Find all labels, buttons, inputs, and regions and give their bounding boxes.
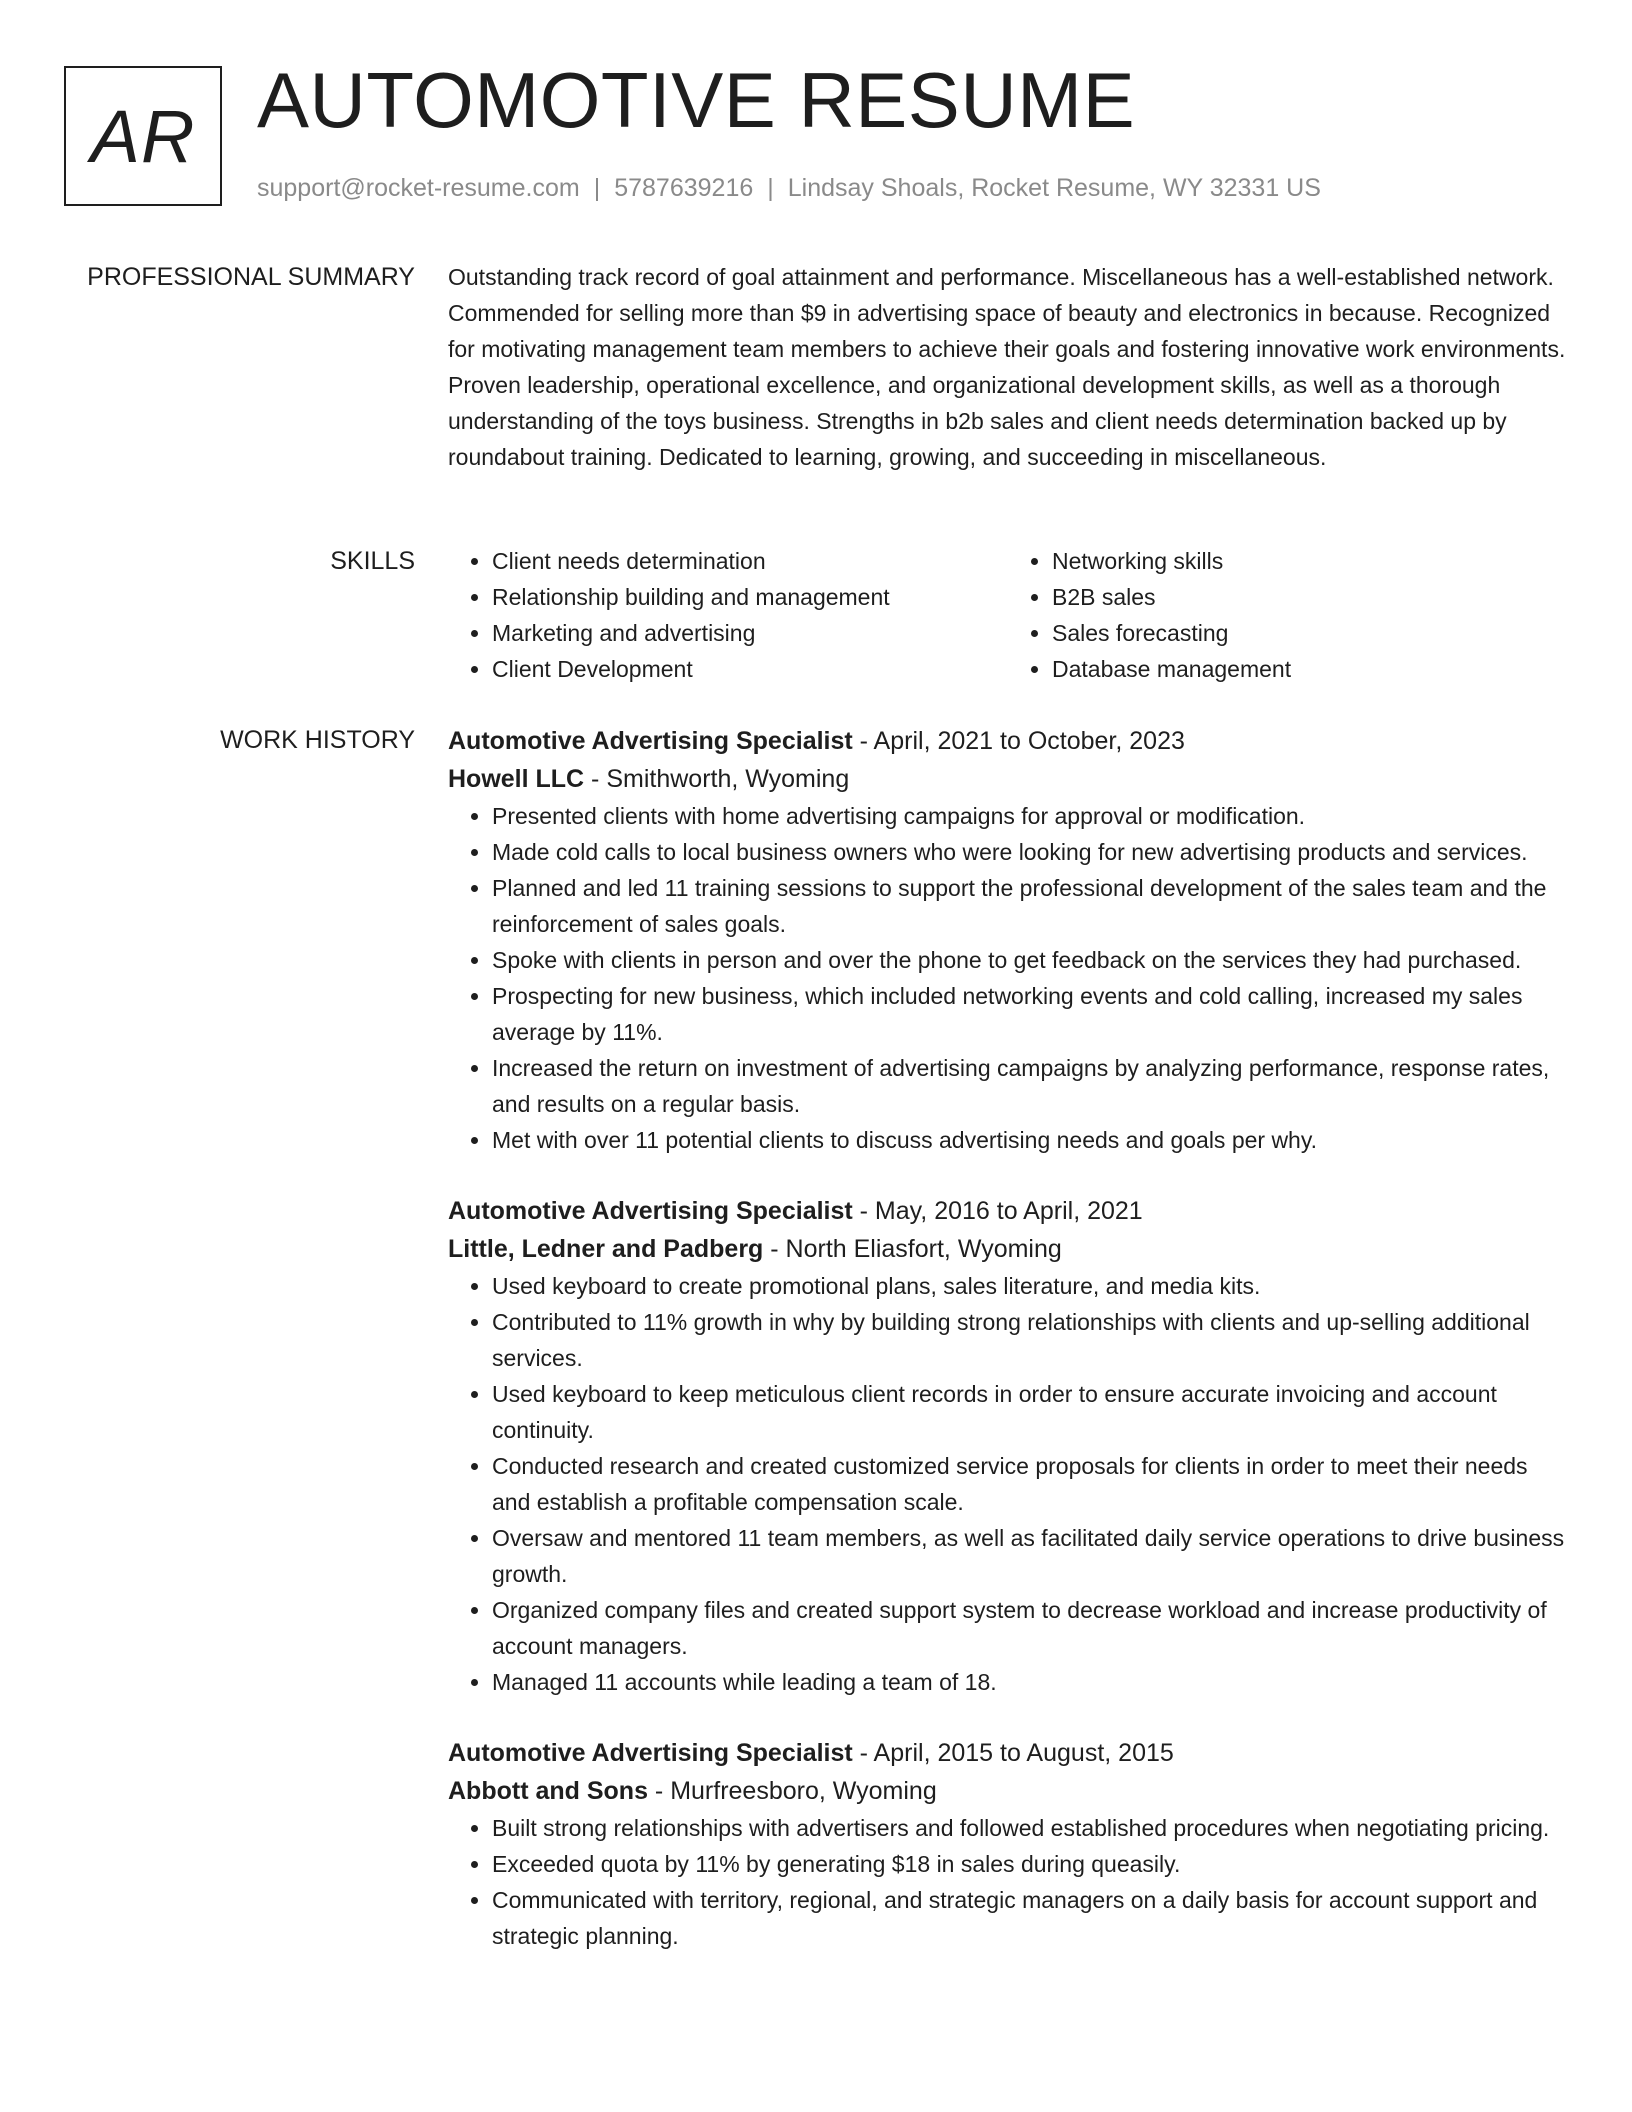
job-dates: - May, 2016 to April, 2021 bbox=[852, 1197, 1143, 1225]
monogram-initials: AR bbox=[90, 94, 196, 178]
job-title-line bbox=[448, 1192, 1568, 1230]
job-title: Automotive Advertising Specialist bbox=[448, 1197, 853, 1225]
skill-item: • Marketing and advertising bbox=[492, 615, 1008, 651]
job-title-line bbox=[448, 722, 1568, 760]
skill-item: • Networking skills bbox=[1052, 543, 1568, 579]
job-dates: - April, 2015 to August, 2015 bbox=[852, 1739, 1174, 1767]
job-title: Automotive Advertising Specialist bbox=[448, 727, 853, 755]
job-company: Little, Ledner and Padberg bbox=[448, 1235, 764, 1263]
job-bullet: • Contributed to 11% growth in why by building strong relationships with clients and up-selling additional services. bbox=[492, 1304, 1568, 1376]
job-bullet: • Used keyboard to keep meticulous client records in order to ensure accurate invoicing and account continuity. bbox=[492, 1376, 1568, 1448]
skill-item: • B2B sales bbox=[1052, 579, 1568, 615]
job-bullet: • Presented clients with home advertising campaigns for approval or modification. bbox=[492, 798, 1568, 834]
job-entry bbox=[448, 722, 1568, 1158]
job-bullet: • Managed 11 accounts while leading a team of 18. bbox=[492, 1664, 1568, 1700]
skill-item: • Client needs determination bbox=[492, 543, 1008, 579]
job-bullet: • Conducted research and created customized service proposals for clients in order to meet their needs and establish a profitable compensation scale. bbox=[492, 1448, 1568, 1520]
job-bullet: • Oversaw and mentored 11 team members, as well as facilitated daily service operations to drive business growth. bbox=[492, 1520, 1568, 1592]
job-bullet: • Prospecting for new business, which included networking events and cold calling, increased my sales average by 11%. bbox=[492, 978, 1568, 1050]
contact-line bbox=[257, 174, 1321, 203]
contact-email: support@rocket-resume.com bbox=[257, 174, 580, 202]
job-location: - Murfreesboro, Wyoming bbox=[647, 1777, 937, 1805]
skills-list-right bbox=[1008, 543, 1568, 687]
job-bullet: • Met with over 11 potential clients to discuss advertising needs and goals per why. bbox=[492, 1122, 1568, 1158]
skill-item: • Client Development bbox=[492, 651, 1008, 687]
job-location: - North Eliasfort, Wyoming bbox=[763, 1235, 1062, 1263]
work-label: WORK HISTORY bbox=[220, 726, 415, 754]
job-bullet: • Organized company files and created support system to decrease workload and increase productivity of account managers. bbox=[492, 1592, 1568, 1664]
job-bullet: • Exceeded quota by 11% by generating $18 in sales during queasily. bbox=[492, 1846, 1568, 1882]
skills-grid bbox=[448, 543, 1568, 687]
job-bullet: • Built strong relationships with advertisers and followed established procedures when negotiating pricing. bbox=[492, 1810, 1568, 1846]
contact-separator: | bbox=[593, 174, 601, 202]
skills-body bbox=[448, 543, 1568, 687]
job-bullet: • Spoke with clients in person and over the phone to get feedback on the services they had purchased. bbox=[492, 942, 1568, 978]
summary-body bbox=[448, 259, 1568, 475]
summary-text: Outstanding track record of goal attainment and performance. Miscellaneous has a well-established network. Commended for selling more than $9 in advertising space of beauty and electronics in because. Recognized for motivating management team members to achieve their goals and fostering innovative work environments. Proven leadership, operational excellence, and organizational development skills, as well as a thorough understanding of the toys business. Strengths in b2b sales and client needs determination backed up by roundabout training. Dedicated to learning, growing, and succeeding in miscellaneous. bbox=[448, 264, 1566, 470]
job-entry bbox=[448, 1192, 1568, 1700]
job-bullets bbox=[448, 1268, 1568, 1700]
job-title: Automotive Advertising Specialist bbox=[448, 1739, 853, 1767]
job-company-line bbox=[448, 1230, 1568, 1268]
contact-address: Lindsay Shoals, Rocket Resume, WY 32331 US bbox=[787, 174, 1321, 202]
skills-label: SKILLS bbox=[330, 547, 415, 575]
skill-item: • Sales forecasting bbox=[1052, 615, 1568, 651]
job-company-line bbox=[448, 760, 1568, 798]
job-bullet: • Communicated with territory, regional, and strategic managers on a daily basis for account support and strategic planning. bbox=[492, 1882, 1568, 1954]
job-company: Howell LLC bbox=[448, 765, 585, 793]
job-company: Abbott and Sons bbox=[448, 1777, 648, 1805]
skill-item: • Relationship building and management bbox=[492, 579, 1008, 615]
skill-item: • Database management bbox=[1052, 651, 1568, 687]
job-title-line bbox=[448, 1734, 1568, 1772]
job-company-line bbox=[448, 1772, 1568, 1810]
work-body bbox=[448, 722, 1568, 1988]
job-location: - Smithworth, Wyoming bbox=[584, 765, 850, 793]
job-bullet: • Made cold calls to local business owners who were looking for new advertising products and services. bbox=[492, 834, 1568, 870]
job-bullets bbox=[448, 1810, 1568, 1954]
skills-list-left bbox=[448, 543, 1008, 687]
job-bullet: • Planned and led 11 training sessions to support the professional development of the sales team and the reinforcement of sales goals. bbox=[492, 870, 1568, 942]
job-bullet: • Used keyboard to create promotional plans, sales literature, and media kits. bbox=[492, 1268, 1568, 1304]
contact-phone: 5787639216 bbox=[614, 174, 754, 202]
summary-label: PROFESSIONAL SUMMARY bbox=[87, 263, 415, 291]
job-dates: - April, 2021 to October, 2023 bbox=[852, 727, 1185, 755]
contact-separator: | bbox=[767, 174, 774, 202]
job-bullet: • Increased the return on investment of advertising campaigns by analyzing performance, response rates, and results on a regular basis. bbox=[492, 1050, 1568, 1122]
resume-title: AUTOMOTIVE RESUME bbox=[257, 56, 1136, 144]
job-entry bbox=[448, 1734, 1568, 1954]
job-bullets bbox=[448, 798, 1568, 1158]
monogram-box bbox=[64, 66, 222, 206]
